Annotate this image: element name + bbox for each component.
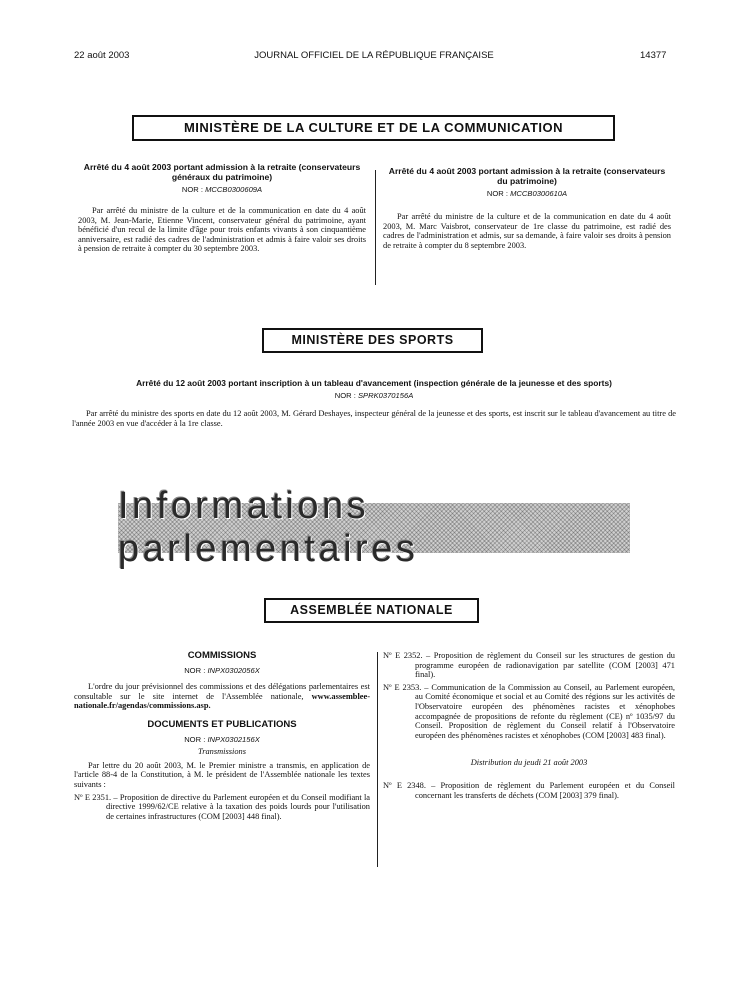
header-page-number: 14377	[640, 50, 667, 61]
culture-right-article	[383, 166, 671, 250]
items-distribution-list	[383, 781, 675, 800]
items-left-list	[74, 793, 370, 822]
items-right-list	[383, 651, 675, 740]
commissions-nor: NOR : INPX0302056X	[184, 666, 260, 675]
culture-left-title: Arrêté du 4 août 2003 portant admission à la retraite (conservateurs généraux du patrimoine)	[83, 162, 361, 182]
assemblee-left-column	[74, 650, 370, 824]
culture-left-nor: NOR : MCCB0300609A	[181, 185, 263, 194]
transmissions-subtitle: Transmissions	[198, 746, 246, 756]
sports-heading: MINISTÈRE DES SPORTS	[262, 328, 483, 353]
culture-heading: MINISTÈRE DE LA CULTURE ET DE LA COMMUNICATION	[132, 115, 615, 141]
assemblee-url: www.assemblee-nationale.fr/agendas/commissions.asp.	[74, 691, 371, 711]
documents-nor: NOR : INPX0302156X	[184, 734, 260, 744]
culture-right-nor: NOR : MCCB0300610A	[486, 189, 568, 198]
sports-title: Arrêté du 12 août 2003 portant inscription à un tableau d'avancement (inspection générale de la jeunesse et des sports)	[136, 378, 612, 388]
commissions-body: L'ordre du jour prévisionnel des commissions et des délégations parlementaires est consultable sur le site internet de l'Assemblée nationale, www.assemblee-nationale.fr/agendas/commissions.asp.	[74, 682, 371, 711]
culture-right-body: Par arrêté du ministre de la culture et de la communication en date du 4 août 2003, M. Marc Vaisbrot, conservateur de 1re classe du patrimoine, est radié des cadres de l'administration et admis, sur sa demande, à faire valoir ses droits à pension de retraite à compter du 8 septembre 2003.	[383, 212, 671, 250]
culture-left-article	[78, 162, 366, 254]
culture-right-title: Arrêté du 4 août 2003 portant admission à la retraite (conservateurs du patrimoine)	[388, 166, 666, 186]
list-item: Nº E 2351. – Proposition de directive du Parlement européen et du Conseil modifiant la directive 1999/62/CE relative à la taxation des poids lourds pour l'utilisation de certaines infrastructures (COM [2003] 448 final).	[74, 792, 370, 821]
header-journal: JOURNAL OFFICIEL DE LA RÉPUBLIQUE FRANÇAISE	[254, 50, 494, 61]
documents-intro: Par lettre du 20 août 2003, M. le Premier ministre a transmis, en application de l'article 88-4 de la Constitution, à M. le président de l'Assemblée nationale les textes suivants :	[74, 760, 370, 789]
informations-parlementaires-banner	[118, 485, 630, 570]
assemblee-heading: ASSEMBLÉE NATIONALE	[264, 598, 479, 623]
column-divider	[375, 170, 376, 285]
list-item: Nº E 2348. – Proposition de règlement du Parlement européen et du Conseil concernant les transferts de déchets (COM [2003] 379 final).	[383, 781, 675, 800]
culture-left-body: Par arrêté du ministre de la culture et de la communication en date du 4 août 2003, M. Jean-Marie, Etienne Vincent, conservateur général du patrimoine, ayant bénéficié d'un recul de la limite d'âge pour trois enfants vivants à son cinquantième anniversaire, est radié des cadres de l'administration et admis à faire valoir ses droits à pension de retraite à compter du 30 septembre 2003.	[78, 206, 366, 254]
sports-body: Par arrêté du ministre des sports en date du 12 août 2003, M. Gérard Deshayes, inspecteur général de la jeunesse et des sports, est inscrit sur le tableau d'avancement au titre de l'année 2003 en vue d'accéder à la 1re classe.	[72, 409, 676, 428]
distribution-heading: Distribution du jeudi 21 août 2003	[470, 758, 588, 768]
list-item: Nº E 2353. – Communication de la Commission au Conseil, au Parlement européen, au Comité économique et social et au Comité des régions sur les activités de l'Observatoire européen des phénomènes racistes et xénophobes accompagnée de propositions de refonte du règlement (CE) nº 1035/97 du Conseil. Proposition de règlement du Conseil relatif à l'Observatoire européen des phénomènes racistes et xénophobes (COM [2003] 483 final).	[383, 682, 675, 740]
commissions-title: COMMISSIONS	[187, 650, 257, 661]
sports-article	[72, 378, 676, 428]
list-item: Nº E 2352. – Proposition de règlement du Conseil sur les structures de gestion du programme européen de radionavigation par satellite (COM [2003] 471 final).	[383, 651, 675, 680]
header-date: 22 août 2003	[74, 50, 130, 61]
banner-text: Informations parlementaires	[118, 485, 419, 570]
documents-title: DOCUMENTS ET PUBLICATIONS	[147, 718, 297, 730]
sports-nor: NOR : SPRK0370156A	[334, 391, 414, 400]
column-divider	[377, 652, 378, 867]
assemblee-right-column	[383, 651, 675, 804]
